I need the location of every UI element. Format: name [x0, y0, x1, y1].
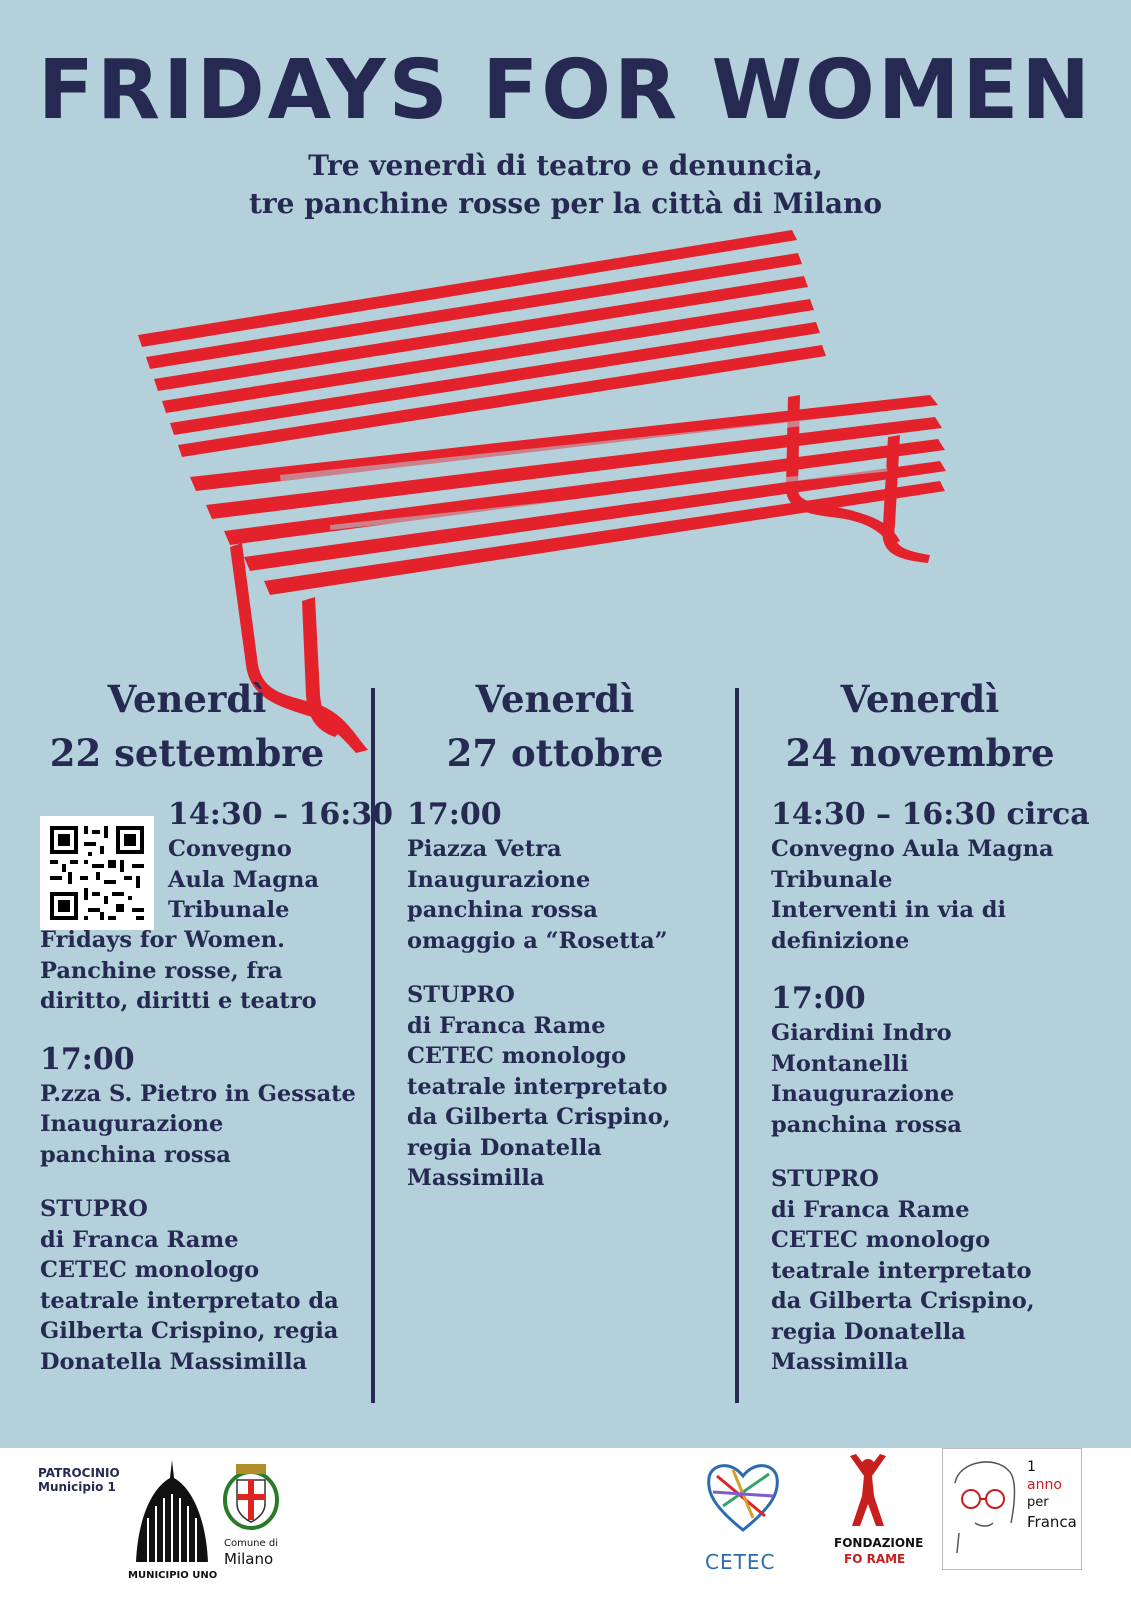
- text-line: da Gilberta Crispino,: [407, 1104, 671, 1130]
- fo-rame-text: FO RAME: [844, 1552, 906, 1566]
- date-label: 27 ottobre: [446, 731, 664, 775]
- anno-per-franca-logo: [942, 1448, 1082, 1570]
- comune-small-text: Comune di: [224, 1538, 278, 1549]
- time-label: 17:00: [407, 797, 502, 832]
- subtitle-line: tre panchine rosse per la città di Milano: [248, 187, 883, 220]
- text-line: Inaugurazione: [771, 1081, 955, 1107]
- time-label: 14:30 – 16:30 circa: [771, 797, 1090, 832]
- text-line: Montanelli: [771, 1050, 909, 1077]
- poster-title: FRIDAYS FOR WOMEN: [37, 43, 1094, 138]
- text-line: panchina rossa: [407, 897, 598, 923]
- qr-code[interactable]: [40, 816, 154, 930]
- day-label: Venerdì: [107, 677, 267, 721]
- column-september-block-1-cont: [40, 925, 356, 1377]
- text-line: Convegno Aula Magna: [771, 836, 1054, 862]
- text-line: Fridays for Women.: [40, 927, 285, 953]
- text-line: Inaugurazione: [40, 1111, 224, 1137]
- day-label: Venerdì: [840, 677, 1000, 721]
- text-line: Panchine rosse, fra: [40, 957, 283, 984]
- text-line: panchina rossa: [40, 1141, 231, 1168]
- text-line: P.zza S. Pietro in Gessate: [40, 1080, 356, 1107]
- column-divider: [735, 688, 739, 1403]
- text-line: diritto, diritti e teatro: [40, 988, 317, 1014]
- cathedral-icon: [132, 1458, 212, 1568]
- column-september-block-1: [168, 796, 393, 926]
- anno-word: anno: [1027, 1477, 1062, 1493]
- text-line: di Franca Rame: [40, 1226, 239, 1253]
- date-label: 24 novembre: [785, 731, 1055, 775]
- franca-portrait-icon: [945, 1453, 1025, 1563]
- text-line: regia Donatella: [407, 1134, 602, 1161]
- text-line: STUPRO: [40, 1196, 148, 1222]
- column-header-november: [735, 672, 1105, 780]
- text-line: Interventi in via di: [771, 897, 1007, 923]
- column-october: [407, 796, 671, 1194]
- text-line: Donatella Massimilla: [40, 1348, 308, 1375]
- sponsor-footer: [0, 1448, 1131, 1600]
- comune-big-text: Milano: [224, 1550, 274, 1568]
- column-header-october: [370, 672, 740, 780]
- text-line: di Franca Rame: [407, 1012, 606, 1039]
- column-november: [771, 796, 1090, 1378]
- text-line: Piazza Vetra: [407, 836, 562, 862]
- qr-code-icon: [40, 816, 154, 930]
- text-line: da Gilberta Crispino,: [771, 1288, 1035, 1314]
- fondazione-text: FONDAZIONE: [834, 1536, 924, 1550]
- text-line: definizione: [771, 927, 910, 954]
- poster-subtitle: [0, 147, 1131, 223]
- text-line: Giardini Indro: [771, 1020, 952, 1046]
- patrocinio-text: PATROCINIO: [38, 1466, 120, 1480]
- text-line: Massimilla: [771, 1349, 909, 1375]
- date-label: 22 settembre: [49, 731, 325, 775]
- text-line: teatrale interpretato: [771, 1257, 1032, 1284]
- text-line: CETEC monologo: [771, 1227, 991, 1253]
- time-label: 17:00: [771, 981, 866, 1016]
- text-line: Inaugurazione: [407, 866, 591, 893]
- text-line: teatrale interpretato: [407, 1073, 668, 1100]
- text-line: CETEC monologo: [40, 1257, 260, 1283]
- milano-crest-icon: [222, 1460, 280, 1532]
- text-line: Gilberta Crispino, regia: [40, 1318, 339, 1344]
- text-line: omaggio a “Rosetta”: [407, 927, 668, 954]
- municipio-text: Municipio 1: [38, 1480, 116, 1494]
- text-line: di Franca Rame: [771, 1196, 970, 1223]
- text-line: Tribunale: [168, 897, 290, 923]
- fondazione-fo-rame-logo: [828, 1452, 924, 1592]
- day-label: Venerdì: [475, 677, 635, 721]
- text-line: teatrale interpretato da: [40, 1287, 339, 1314]
- column-header-september: [2, 672, 372, 780]
- figure-icon: [828, 1452, 908, 1532]
- text-line: Aula Magna: [168, 866, 319, 893]
- text-line: Tribunale: [771, 866, 893, 893]
- heart-icon: [703, 1456, 783, 1536]
- patrocinio-label: [38, 1466, 120, 1494]
- anno-franca: Franca: [1027, 1513, 1077, 1531]
- subtitle-line: Tre venerdì di teatro e denuncia,: [308, 149, 823, 182]
- time-label: 17:00: [40, 1041, 135, 1077]
- cetec-text: CETEC: [705, 1550, 776, 1574]
- time-label: 14:30 – 16:30: [168, 797, 394, 832]
- municipio-uno-logo: [128, 1458, 218, 1588]
- text-line: regia Donatella: [771, 1318, 966, 1345]
- text-line: Massimilla: [407, 1165, 545, 1191]
- municipio-logo-text: MUNICIPIO UNO: [128, 1570, 218, 1581]
- text-line: STUPRO: [407, 982, 515, 1008]
- text-line: panchina rossa: [771, 1111, 962, 1138]
- comune-milano-logo: [222, 1460, 282, 1590]
- anno-number: 1: [1027, 1459, 1036, 1475]
- cetec-logo: [703, 1456, 783, 1586]
- text-line: Convegno: [168, 836, 292, 862]
- text-line: CETEC monologo: [407, 1043, 627, 1069]
- text-line: STUPRO: [771, 1166, 879, 1192]
- anno-per: per: [1027, 1495, 1049, 1510]
